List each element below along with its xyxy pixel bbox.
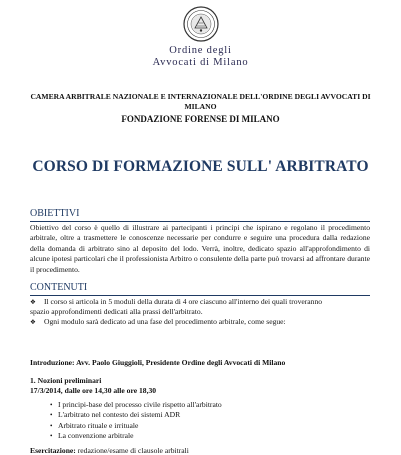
contenuti-bullet-1-line2: spazio approfondimenti dedicati alla prassi dell'arbitrato. (30, 307, 203, 316)
list-item: • La convenzione arbitrale (50, 431, 222, 441)
esercitazione-text: redazione/esame di clausole arbitrali (75, 446, 189, 455)
obiettivi-title: OBIETTIVI (30, 208, 80, 219)
seal-emblem-icon (183, 6, 219, 42)
fondazione-heading: FONDAZIONE FORENSE DI MILANO (121, 114, 280, 124)
contenuti-bullet-2 (30, 317, 370, 327)
module-1-topics (50, 400, 222, 442)
obiettivi-text: Obiettivo del corso è quello di illustrare ai partecipanti i principi che ispirano e regolano il procedimento arbitrale, oltre a trasmettere le conoscenze necessarie per condurre e seguire una procedura dalla redazione della domanda di arbitrato sino al deposito del lodo. Verrà, inoltre, dedicato spazio all'approfondimento di alcune ipotesi particolari che il professionista Arbitro o consulente della parte può trovarsi ad affrontare durante il procedimento. (30, 223, 370, 274)
diamond-bullet-icon: ❖ (30, 318, 36, 326)
diamond-bullet-icon: ❖ (30, 298, 36, 306)
course-title: CORSO DI FORMAZIONE SULL' ARBITRATO (32, 158, 369, 175)
module-1-title: 1. Nozioni preliminari (30, 376, 102, 385)
list-item: • L'arbitrato nel contesto dei sistemi ADR (50, 410, 222, 420)
contenuti-bullet-2-text: Ogni modulo sarà dedicato ad una fase del procedimento arbitrale, come segue: (44, 317, 286, 326)
list-item: • Arbitrato rituale e irrituale (50, 421, 222, 431)
contenuti-rule (30, 295, 370, 296)
module-1-date: 17/3/2014, dalle ore 14,30 alle ore 18,30 (30, 386, 157, 395)
contenuti-bullet-1-cont (30, 307, 370, 317)
contenuti-bullet-1 (30, 297, 370, 307)
org-name-line1: Ordine degli (169, 45, 232, 56)
camera-arbitrale-heading: CAMERA ARBITRALE NAZIONALE E INTERNAZIONALE DELL'ORDINE DEGLI AVVOCATI DI MILANO (30, 92, 371, 111)
obiettivi-rule (30, 221, 370, 222)
contenuti-bullet-1-line1: Il corso si articola in 5 moduli della durata di 4 ore ciascuno all'interno dei quali troveranno (44, 297, 323, 306)
list-item: • I principi-base del processo civile rispetto all'arbitrato (50, 400, 222, 410)
introduzione-line: Introduzione: Avv. Paolo Giuggioli, Presidente Ordine degli Avvocati di Milano (30, 358, 286, 367)
esercitazione-label: Esercitazione: (30, 446, 76, 455)
org-name-line2: Avvocati di Milano (152, 57, 249, 68)
contenuti-title: CONTENUTI (30, 282, 88, 293)
